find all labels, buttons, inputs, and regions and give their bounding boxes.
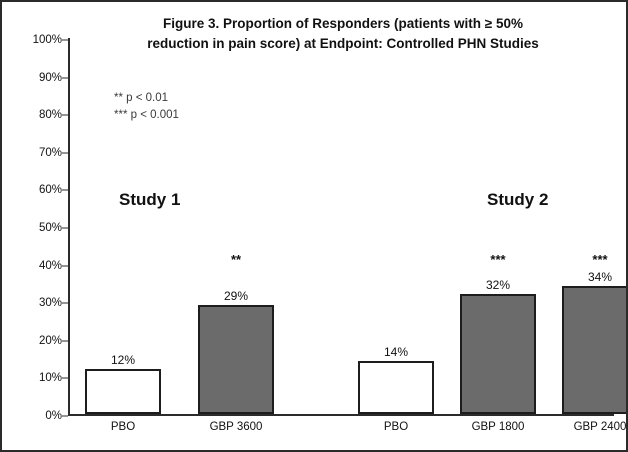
bar-significance-study2-gbp1800: *** [490,252,506,267]
y-tick-label-70: 70% [38,146,62,159]
y-tick-mark-30 [62,303,68,304]
y-tick-mark-20 [62,340,68,341]
group-label-study-2: Study 2 [487,190,549,209]
group-label-study-1: Study 1 [119,190,181,209]
x-tick-label-study2-gbp2400: GBP 2400 [573,421,627,433]
y-tick-label-10: 10% [38,372,62,385]
y-tick-label-30: 30% [38,297,62,310]
y-tick-label-60: 60% [38,184,62,197]
chart-title-line-1: Figure 3. Proportion of Responders (patients with ≥ 50% [163,16,523,31]
y-axis-line [68,38,70,416]
significance-notes [114,90,179,125]
bar-study2-gbp2400[interactable] [562,252,628,433]
x-tick-label-study1-pbo: PBO [110,421,136,433]
bar-significance-study2-gbp2400: *** [592,252,608,267]
y-tick-mark-90 [62,77,68,78]
bar-value-study2-gbp1800: 32% [485,277,511,292]
y-tick-label-50: 50% [38,222,62,234]
bar-study1-pbo[interactable] [85,352,161,433]
chart-title-line-2: reduction in pain score) at Endpoint: Controlled PHN Studies [147,35,539,51]
y-tick-label-80: 80% [38,109,62,122]
bar-study2-gbp1800[interactable] [460,252,536,433]
bar-value-study2-pbo: 14% [383,345,409,360]
significance-note-2: *** p < 0.001 [114,109,179,122]
bar-value-study2-gbp2400: 34% [587,270,613,285]
y-tick-mark-60 [62,190,68,191]
y-tick-mark-100 [62,40,68,41]
y-tick-label-100: 100% [32,34,62,46]
plot-area [32,34,627,433]
significance-note-1: ** p < 0.01 [114,92,169,104]
y-tick-label-90: 90% [38,71,62,84]
y-tick-label-20: 20% [38,334,62,347]
bar-study2-pbo[interactable] [358,345,434,433]
x-tick-label-study1-gbp3600: GBP 3600 [209,421,263,433]
x-axis-line [68,414,614,416]
y-tick-mark-70 [62,152,68,153]
y-tick-mark-10 [62,378,68,379]
bar-significance-study1-gbp3600: ** [230,252,242,267]
bar-value-study1-pbo: 12% [110,352,136,367]
x-tick-label-study2-gbp1800: GBP 1800 [471,421,525,433]
y-tick-mark-0 [62,416,68,417]
x-tick-label-study2-pbo: PBO [383,421,409,433]
bar-value-study1-gbp3600: 29% [223,289,249,303]
y-tick-mark-80 [62,115,68,116]
y-tick-mark-40 [62,265,68,266]
y-tick-mark-50 [62,228,68,229]
y-tick-label-40: 40% [38,259,62,272]
y-tick-label-0: 0% [45,410,62,422]
bar-study1-gbp3600[interactable] [198,252,274,433]
